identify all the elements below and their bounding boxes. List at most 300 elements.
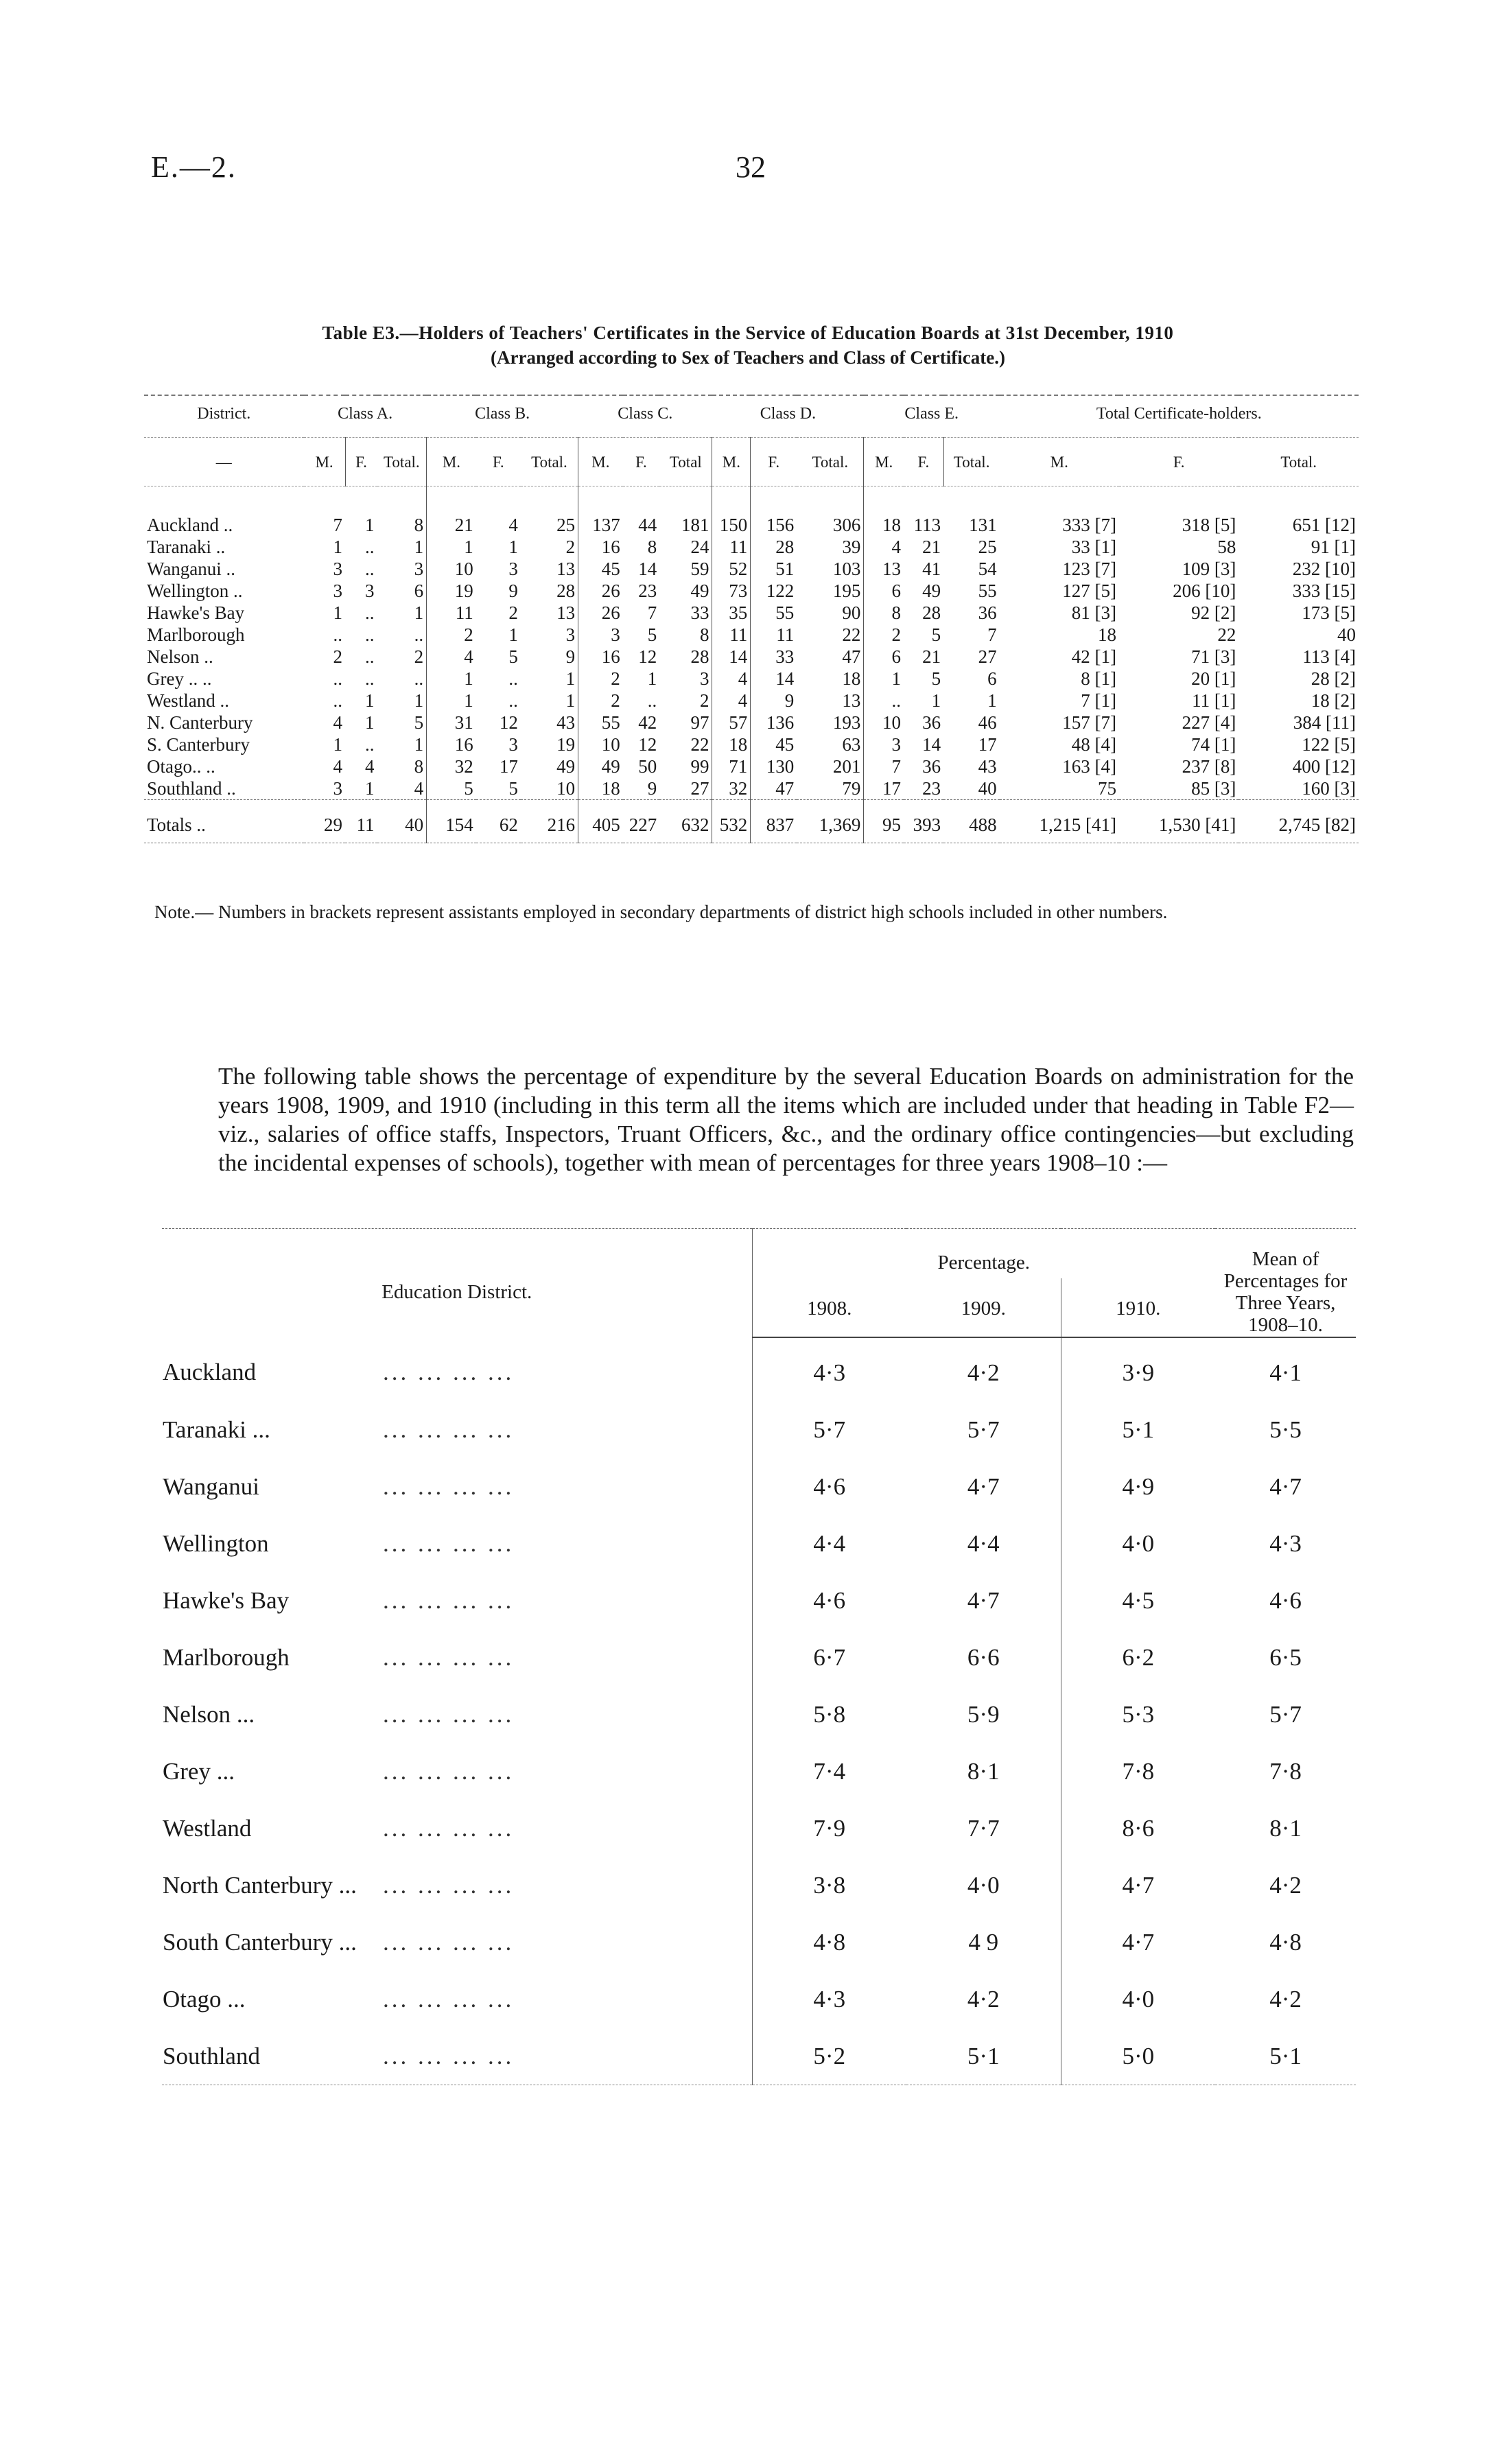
value-cell: 4 [712, 690, 751, 712]
percentage-cell: 6·2 [1061, 1629, 1215, 1686]
table-row [162, 1629, 1356, 1686]
value-cell: 109 [3] [1182, 559, 1236, 579]
percentage-cell: 5·7 [1269, 1700, 1302, 1728]
value-cell: 18 [864, 486, 904, 537]
value-cell: 99 [690, 756, 709, 777]
page-header-left: E.—2. [151, 150, 237, 184]
value-cell: 18 [578, 777, 623, 800]
leader-dots: ... ... ... ... [383, 1814, 515, 1842]
value-cell: 21 [922, 537, 941, 557]
value-cell: 8 [414, 756, 424, 777]
percentage-cell: 5·1 [1215, 2028, 1356, 2085]
percentage-cell: 7·7 [967, 1814, 1000, 1842]
value-cell: 1 [414, 734, 424, 755]
district-name: Grey ... [163, 1757, 235, 1785]
value-cell: 12 [638, 734, 657, 755]
value-cell: 8 [699, 624, 709, 645]
value-cell: 4 [712, 668, 751, 690]
value-cell: 8 [864, 602, 904, 624]
value-cell: 237 [8] [1182, 756, 1236, 777]
value-cell: 150 [712, 486, 751, 537]
percentage-cell: 4·2 [1269, 1985, 1302, 2013]
value-cell: 5 [647, 624, 657, 645]
sub-header: M. [304, 438, 345, 486]
mean-column-header: Mean of Percentages for Three Years, 1908–10. [1215, 1229, 1356, 1338]
value-cell: 4 [333, 756, 343, 777]
totals-label: Totals .. [144, 800, 304, 843]
value-cell: 11 [712, 536, 751, 558]
sub-header: M. [864, 438, 904, 486]
percentage-cell: 7·9 [752, 1800, 906, 1857]
value-cell: 13 [864, 558, 904, 580]
value-cell: .. [365, 646, 375, 667]
value-cell: 136 [751, 712, 797, 734]
value-cell: 43 [556, 712, 576, 733]
value-cell: 90 [842, 602, 861, 623]
district-cell [162, 1629, 752, 1686]
value-cell: 103 [832, 559, 861, 579]
district-cell [162, 1800, 752, 1857]
sub-header: — [144, 438, 304, 486]
value-cell: 18 [712, 734, 751, 755]
table-row [144, 624, 1359, 646]
value-cell: 51 [751, 558, 797, 580]
value-cell: .. [508, 668, 518, 689]
value-cell: 8 [1] [1081, 668, 1116, 689]
intro-paragraph: The following table shows the percentage of expenditure by the several Education Boards on administration for the years 1908, 1909, and 1910 (including in this term all the items which are included under that heading in Table F2—viz., salaries of office staffs, Inspectors, Truant Officers, &c., and the ordinary office contingencies—but excluding the incidental expenses of schools), together with mean of percentages for three years 1908–10 :— [218, 1063, 1354, 1176]
group-header: Class C. [578, 395, 712, 438]
value-cell: 21 [427, 486, 476, 537]
value-cell: 28 [751, 536, 797, 558]
value-cell: .. [508, 690, 518, 711]
value-cell: 122 [751, 580, 797, 602]
percentage-cell: 5·1 [1061, 1401, 1215, 1458]
value-cell: 33 [751, 646, 797, 668]
table-row [162, 1686, 1356, 1743]
value-cell: 23 [922, 778, 941, 799]
value-cell: 26 [578, 580, 623, 602]
value-cell: 16 [578, 646, 623, 668]
value-cell: 49 [690, 580, 709, 601]
total-cell: 632 [659, 800, 712, 843]
leader-dots: ... ... ... ... [383, 1586, 515, 1614]
value-cell: 57 [712, 712, 751, 734]
value-cell: 74 [1] [1191, 734, 1236, 755]
sub-header: Total. [521, 438, 578, 486]
value-cell: 1 [508, 624, 518, 645]
value-cell: 1 [333, 602, 343, 623]
table-row [162, 1337, 1356, 1401]
leader-dots: ... ... ... ... [383, 1529, 515, 1557]
leader-dots: ... ... ... ... [383, 1359, 515, 1385]
district-cell [162, 1401, 752, 1458]
sub-header: Total [659, 438, 712, 486]
percentage-cell: 4·0 [1061, 1515, 1215, 1572]
value-cell: 1 [414, 537, 424, 557]
value-cell: 1 [414, 690, 424, 711]
leader-dots: ... ... ... ... [383, 2042, 515, 2069]
value-cell: .. [365, 602, 375, 623]
value-cell: 25 [556, 515, 576, 535]
district-cell: Marlborough [147, 624, 245, 645]
value-cell: 384 [11] [1293, 712, 1356, 733]
value-cell: 4 [508, 515, 518, 535]
value-cell: 2 [864, 624, 904, 646]
value-cell: 48 [4] [1071, 734, 1116, 755]
group-header: Class A. [304, 395, 427, 438]
value-cell: 28 [556, 580, 576, 601]
value-cell: 25 [978, 537, 997, 557]
table-body [162, 1337, 1356, 2085]
table-row [144, 777, 1359, 800]
value-cell: 1 [365, 712, 375, 733]
value-cell: 26 [578, 602, 623, 624]
value-cell: 2 [414, 646, 424, 667]
district-cell [162, 1458, 752, 1515]
district-name: Southland [163, 2042, 260, 2069]
district-cell: Westland .. [147, 690, 230, 711]
leader-dots: ... ... ... ... [383, 1928, 515, 1956]
district-name: Wellington [163, 1529, 269, 1557]
table-row [162, 1743, 1356, 1800]
value-cell: 17 [864, 777, 904, 800]
value-cell: 3 [365, 580, 375, 601]
value-cell: 2 [427, 624, 476, 646]
value-cell: 3 [864, 734, 904, 755]
value-cell: 113 [913, 515, 941, 535]
percentage-cell: 4·3 [752, 1971, 906, 2028]
value-cell: 2 [508, 602, 518, 623]
sub-header: F. [751, 438, 797, 486]
value-cell: 7 [1] [1081, 690, 1116, 711]
value-cell: 33 [1] [1071, 537, 1116, 557]
value-cell: 22 [1217, 624, 1236, 645]
table-row [162, 1800, 1356, 1857]
table-row [162, 2028, 1356, 2085]
sub-header: Total. [797, 438, 864, 486]
group-header: Total Certificate-holders. [1000, 395, 1359, 438]
value-cell: 14 [922, 734, 941, 755]
value-cell: .. [365, 559, 375, 579]
table-row [144, 690, 1359, 712]
district-cell: Southland .. [147, 778, 236, 799]
value-cell: 12 [638, 646, 657, 667]
value-cell: 22 [842, 624, 861, 645]
value-cell: 227 [4] [1182, 712, 1236, 733]
value-cell: .. [414, 624, 424, 645]
leader-dots: ... ... ... ... [383, 1985, 515, 2013]
value-cell: 1 [333, 734, 343, 755]
value-cell: 4 [333, 712, 343, 733]
value-cell: 47 [751, 777, 797, 800]
year-header: 1909. [906, 1278, 1061, 1337]
value-cell: 73 [712, 580, 751, 602]
total-cell: 393 [904, 800, 943, 843]
table-row [144, 712, 1359, 734]
value-cell: 11 [712, 624, 751, 646]
value-cell: 1 [427, 536, 476, 558]
value-cell: 123 [7] [1062, 559, 1116, 579]
value-cell: 42 [1] [1071, 646, 1116, 667]
district-name: North Canterbury ... [163, 1871, 357, 1899]
value-cell: 8 [414, 515, 424, 535]
value-cell: 71 [3] [1191, 646, 1236, 667]
value-cell: 17 [499, 756, 518, 777]
value-cell: 58 [1217, 537, 1236, 557]
value-cell: 55 [578, 712, 623, 734]
value-cell: 59 [690, 559, 709, 579]
table-row [162, 1572, 1356, 1629]
value-cell: 43 [978, 756, 997, 777]
percentage-cell: 7·4 [752, 1743, 906, 1800]
page-number: 32 [736, 150, 766, 184]
value-cell: 3 [333, 778, 343, 799]
value-cell: 4 [864, 536, 904, 558]
value-cell: 27 [690, 778, 709, 799]
district-cell: Nelson .. [147, 646, 213, 667]
percentage-cell: 6·5 [1269, 1643, 1302, 1671]
value-cell: 1 [565, 668, 576, 689]
percentage-cell: 5·3 [1061, 1686, 1215, 1743]
value-cell: 18 [842, 668, 861, 689]
sub-header-row [144, 438, 1359, 486]
percentage-cell: 5·8 [752, 1686, 906, 1743]
value-cell: 18 [1097, 624, 1116, 645]
total-cell: 29 [304, 800, 345, 843]
percentage-cell: 3·8 [752, 1857, 906, 1914]
value-cell: 27 [978, 646, 997, 667]
year-header: 1910. [1061, 1278, 1215, 1337]
percentage-cell: 4·4 [752, 1515, 906, 1572]
value-cell: 13 [556, 602, 576, 623]
total-cell: 837 [751, 800, 797, 843]
value-cell: 1 [508, 537, 518, 557]
value-cell: 1 [365, 778, 375, 799]
percentage-cell: 3·9 [1061, 1337, 1215, 1401]
district-cell [162, 1515, 752, 1572]
value-cell: 318 [5] [1182, 515, 1236, 535]
leader-dots: ... ... ... ... [383, 1643, 515, 1671]
value-cell: 85 [3] [1191, 778, 1236, 799]
value-cell: 2 [565, 537, 576, 557]
value-cell: .. [365, 537, 375, 557]
sub-header: Total. [943, 438, 999, 486]
group-header: Class B. [427, 395, 578, 438]
table-row [162, 1458, 1356, 1515]
sub-header: F. [1119, 438, 1238, 486]
value-cell: 18 [2] [1311, 690, 1356, 711]
value-cell: 36 [922, 712, 941, 733]
value-cell: 3 [699, 668, 709, 689]
value-cell: 92 [2] [1191, 602, 1236, 623]
district-name: Nelson ... [163, 1700, 255, 1728]
value-cell: 1 [427, 668, 476, 690]
district-cell: Auckland .. [147, 515, 233, 535]
table-row [162, 1515, 1356, 1572]
percentage-cell: 7·8 [1269, 1757, 1302, 1785]
value-cell: 1 [931, 690, 941, 711]
value-cell: 45 [751, 734, 797, 755]
percentage-cell: 4·0 [1061, 1971, 1215, 2028]
value-cell: 1 [565, 690, 576, 711]
table-row [144, 734, 1359, 755]
value-cell: .. [333, 690, 343, 711]
total-cell: 216 [521, 800, 578, 843]
value-cell: 3 [508, 559, 518, 579]
value-cell: 181 [681, 515, 709, 535]
value-cell: 28 [2] [1311, 668, 1356, 689]
percentage-cell: 4·3 [1269, 1529, 1302, 1557]
district-cell: N. Canterbury [147, 712, 253, 733]
value-cell: 160 [3] [1302, 778, 1356, 799]
value-cell: 1 [864, 668, 904, 690]
value-cell: 81 [3] [1071, 602, 1116, 623]
percentage-cell: 4 9 [968, 1928, 999, 1956]
value-cell: 3 [508, 734, 518, 755]
sub-header: F. [623, 438, 659, 486]
table-e3-title: Table E3.—Holders of Teachers' Certificates in the Service of Education Boards at 31st December, 1910 [322, 322, 1174, 343]
table-body [144, 486, 1359, 800]
table-row [162, 1914, 1356, 1971]
district-cell: Taranaki .. [147, 537, 226, 557]
total-cell: 1,530 [41] [1119, 800, 1238, 843]
percentage-cell: 5·5 [1269, 1416, 1302, 1443]
table-row [144, 486, 1359, 537]
percentage-cell: 8·6 [1061, 1800, 1215, 1857]
value-cell: 13 [842, 690, 861, 711]
value-cell: 2 [699, 690, 709, 711]
total-cell: 532 [712, 800, 751, 843]
group-header: District. [144, 395, 304, 438]
percentage-cell: 4·2 [967, 1359, 1000, 1386]
table-e3-subtitle: (Arranged according to Sex of Teachers and Class of Certificate.) [491, 347, 1005, 368]
value-cell: 91 [1] [1311, 537, 1356, 557]
district-cell [162, 1857, 752, 1914]
percentage-cell: 4·7 [967, 1586, 1000, 1614]
district-name: Taranaki ... [163, 1416, 270, 1443]
value-cell: 3 [565, 624, 576, 645]
table-row [162, 1971, 1356, 2028]
district-cell [162, 1914, 752, 1971]
total-cell: 62 [476, 800, 521, 843]
sub-header: M. [427, 438, 476, 486]
header-row [162, 1229, 1356, 1279]
value-cell: 6 [414, 580, 424, 601]
percentage-cell: 5·0 [1061, 2028, 1215, 2085]
value-cell: 163 [4] [1062, 756, 1116, 777]
table-row [144, 668, 1359, 690]
percentage-cell: 4·9 [1061, 1458, 1215, 1515]
district-cell: Otago.. .. [147, 756, 215, 777]
sub-header: M. [578, 438, 623, 486]
district-cell [162, 1572, 752, 1629]
value-cell: 10 [864, 712, 904, 734]
percentage-cell: 4·8 [1269, 1928, 1302, 1956]
leader-dots: ... ... ... ... [383, 1472, 515, 1500]
district-cell [162, 2028, 752, 2085]
value-cell: 306 [832, 515, 861, 535]
district-name: Auckland [163, 1359, 257, 1385]
percentage-cell: 5·7 [967, 1416, 1000, 1443]
value-cell: 19 [427, 580, 476, 602]
district-cell: Wanganui .. [147, 559, 236, 579]
district-name: Hawke's Bay [163, 1586, 290, 1614]
value-cell: 41 [922, 559, 941, 579]
percentage-cell: 7·8 [1061, 1743, 1215, 1800]
percentage-cell: 5·1 [906, 2028, 1061, 2085]
totals-row [144, 800, 1359, 843]
value-cell: 22 [690, 734, 709, 755]
total-cell: 11 [345, 800, 377, 843]
group-header-row [144, 395, 1359, 438]
total-cell: 2,745 [82] [1238, 800, 1359, 843]
certificate-holders-table [144, 395, 1359, 843]
value-cell: 8 [647, 537, 657, 557]
value-cell: 651 [12] [1292, 515, 1356, 535]
value-cell: 50 [638, 756, 657, 777]
total-cell: 488 [943, 800, 999, 843]
value-cell: 32 [712, 777, 751, 800]
value-cell: 79 [842, 778, 861, 799]
value-cell: 3 [333, 580, 343, 601]
table-row [144, 646, 1359, 668]
value-cell: 10 [427, 558, 476, 580]
value-cell: 54 [978, 559, 997, 579]
value-cell: 10 [578, 734, 623, 755]
value-cell: 9 [647, 778, 657, 799]
leader-dots: ... ... ... ... [383, 1757, 515, 1785]
percentage-cell: 4·4 [967, 1529, 1000, 1557]
value-cell: 206 [10] [1173, 580, 1236, 601]
value-cell: 14 [638, 559, 657, 579]
district-name: Wanganui [163, 1472, 260, 1500]
percentage-cell: 8·1 [967, 1757, 1000, 1785]
sub-header: M. [712, 438, 751, 486]
percentage-cell: 4·0 [967, 1871, 1000, 1899]
value-cell: 130 [751, 755, 797, 777]
value-cell: 1 [365, 690, 375, 711]
table-row [144, 755, 1359, 777]
value-cell: 21 [922, 646, 941, 667]
value-cell: 201 [832, 756, 861, 777]
value-cell: 63 [842, 734, 861, 755]
value-cell: 5 [427, 777, 476, 800]
total-cell: 95 [864, 800, 904, 843]
percentage-cell: 4·7 [1061, 1914, 1215, 1971]
expenditure-percentage-table [162, 1228, 1356, 2085]
value-cell: 333 [15] [1292, 580, 1356, 601]
sub-header: M. [1000, 438, 1119, 486]
value-cell: .. [365, 624, 375, 645]
value-cell: 45 [578, 558, 623, 580]
value-cell: 49 [556, 756, 576, 777]
value-cell: 11 [751, 624, 797, 646]
value-cell: 7 [864, 755, 904, 777]
value-cell: 1 [427, 690, 476, 712]
value-cell: 14 [751, 668, 797, 690]
value-cell: 42 [638, 712, 657, 733]
value-cell: .. [414, 668, 424, 689]
percentage-cell: 4·7 [967, 1472, 1000, 1500]
sub-header: Total. [1238, 438, 1359, 486]
value-cell: 1 [647, 668, 657, 689]
sub-header: F. [476, 438, 521, 486]
value-cell: 40 [1337, 624, 1356, 645]
value-cell: 11 [1] [1192, 690, 1236, 711]
value-cell: 5 [508, 646, 518, 667]
district-cell [162, 1337, 752, 1401]
district-cell: Hawke's Bay [147, 602, 245, 623]
